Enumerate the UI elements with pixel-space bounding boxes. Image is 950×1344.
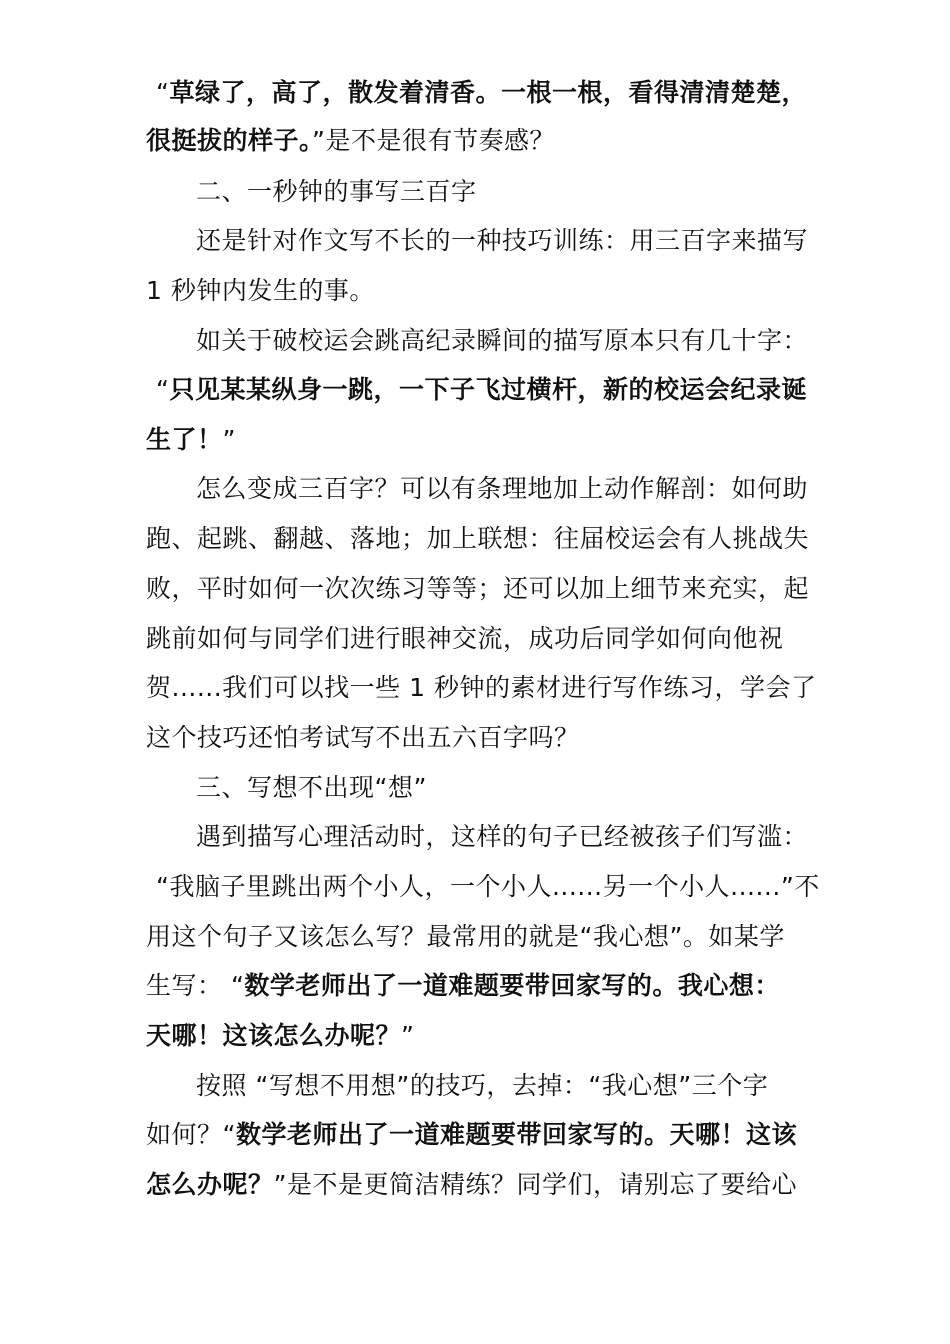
text-run: “我脑子里跳出两个小人，一个小人......另一个小人......”不 <box>156 872 820 901</box>
text-run: ” <box>222 425 236 454</box>
text-line <box>196 820 876 854</box>
text-line <box>146 124 826 158</box>
text-run: 遇到描写心理活动时，这样的句子已经被孩子们写滥： <box>196 822 809 851</box>
text-run: 1 秒钟内发生的事。 <box>146 276 375 305</box>
bold-text-run: 很挺拔的样子。 <box>146 126 313 155</box>
text-line <box>156 76 836 110</box>
text-run: 这个技巧还怕考试写不出五六百字吗？ <box>146 723 580 752</box>
text-run: 跑、起跳、翻越、落地；加上联想：往届校运会有人挑战失 <box>146 524 810 553</box>
text-run: 跳前如何与同学们进行眼神交流，成功后同学如何向他祝 <box>146 624 784 653</box>
text-line <box>146 721 826 755</box>
text-run: 按照 “写想不用想”的技巧，去掉：“我心想”三个字 <box>196 1071 769 1100</box>
text-run: 二、一秒钟的事写三百字 <box>196 177 477 206</box>
text-run: ”是不是很有节奏感？ <box>312 126 555 155</box>
section-heading <box>196 771 876 805</box>
text-line <box>196 224 876 258</box>
text-line <box>146 572 826 606</box>
text-line <box>196 472 876 506</box>
text-run: 如关于破校运会跳高纪录瞬间的描写原本只有几十字： <box>196 326 809 355</box>
text-line <box>146 969 826 1003</box>
bold-text-run: 天哪！这该怎么办呢？ <box>146 1021 402 1050</box>
text-line <box>156 870 836 904</box>
text-run: ” <box>401 1021 415 1050</box>
text-line <box>146 920 826 954</box>
text-line <box>156 373 836 407</box>
text-run: 还是针对作文写不长的一种技巧训练：用三百字来描写 <box>196 226 809 255</box>
text-line <box>196 324 876 358</box>
text-line <box>196 1069 876 1103</box>
bold-text-run: 只见某某纵身一跳，一下子飞过横杆，新的校运会纪录诞 <box>169 375 807 404</box>
text-run: 贺......我们可以找一些 1 秒钟的素材进行写作练习，学会了 <box>146 673 817 702</box>
text-run: “ <box>156 78 170 107</box>
text-run: 生写： “ <box>146 971 245 1000</box>
text-run: “ <box>156 375 170 404</box>
text-run: 三、写想不出现“想” <box>196 773 427 802</box>
text-line <box>146 622 826 656</box>
text-run: ”是不是更简洁精练？同学们，请别忘了要给心 <box>273 1170 797 1199</box>
text-line <box>146 671 826 705</box>
bold-text-run: 生了！ <box>146 425 223 454</box>
text-line <box>146 423 826 457</box>
text-run: 怎么变成三百字？可以有条理地加上动作解剖：如何助 <box>196 474 809 503</box>
bold-text-run: 怎么办呢？ <box>146 1170 274 1199</box>
text-line <box>146 274 826 308</box>
section-heading <box>196 175 876 209</box>
text-line <box>146 1019 826 1053</box>
text-run: 败，平时如何一次次练习等等；还可以加上细节来充实，起 <box>146 574 810 603</box>
text-line <box>146 522 826 556</box>
bold-text-run: 数学老师出了一道难题要带回家写的。我心想： <box>244 971 780 1000</box>
text-run: 如何？“ <box>146 1120 236 1149</box>
text-line <box>146 1118 826 1152</box>
text-line <box>146 1168 826 1202</box>
bold-text-run: 草绿了，高了，散发着清香。一根一根，看得清清楚楚， <box>169 78 807 107</box>
text-run: 用这个句子又该怎么写？最常用的就是“我心想”。如某学 <box>146 922 785 951</box>
bold-text-run: 数学老师出了一道难题要带回家写的。天哪！这该 <box>235 1120 797 1149</box>
